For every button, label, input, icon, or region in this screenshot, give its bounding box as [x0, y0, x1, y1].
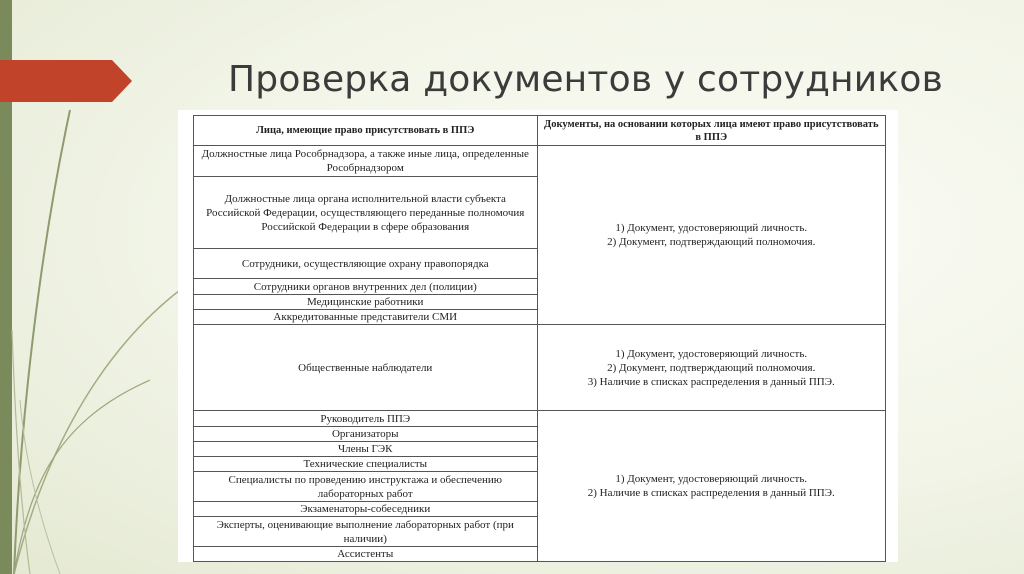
person-cell: Специалисты по проведению инструктажа и обеспечению лабораторных работ: [194, 472, 538, 502]
person-cell: Технические специалисты: [194, 457, 538, 472]
table-row: [194, 146, 886, 177]
person-cell: Медицинские работники: [194, 295, 538, 310]
header-persons: Лица, имеющие право присутствовать в ППЭ: [194, 116, 538, 146]
person-cell: Члены ГЭК: [194, 442, 538, 457]
person-cell: Эксперты, оценивающие выполнение лабораторных работ (при наличии): [194, 517, 538, 547]
document-scan: [178, 110, 898, 562]
document-item: 2) Документ, подтверждающий полномочия.: [607, 236, 816, 248]
person-cell: Сотрудники органов внутренних дел (полиции): [194, 279, 538, 295]
document-item: 1) Документ, удостоверяющий личность.: [615, 222, 808, 234]
documents-cell-group2: [537, 325, 886, 411]
documents-cell-group1: [537, 146, 886, 325]
person-cell: Руководитель ППЭ: [194, 411, 538, 427]
person-cell: Ассистенты: [194, 547, 538, 562]
document-item: 3) Наличие в списках распределения в данный ППЭ.: [587, 375, 835, 388]
title-arrow-marker: [0, 60, 132, 102]
person-cell: Общественные наблюдатели: [194, 325, 538, 411]
slide-title: Проверка документов у сотрудников: [228, 59, 943, 100]
person-cell: Должностные лица органа исполнительной власти субъекта Российской Федерации, осуществляющего переданные полномочия Российской Федерации в сфере образования: [194, 177, 538, 249]
person-cell: Аккредитованные представители СМИ: [194, 310, 538, 325]
document-item: 1) Документ, удостоверяющий личность.: [615, 347, 808, 360]
table-row: [194, 325, 886, 411]
table-row: [194, 411, 886, 427]
table-header-row: [194, 116, 886, 146]
document-item: 2) Документ, подтверждающий полномочия.: [607, 361, 816, 374]
header-documents: Документы, на основании которых лица имеют право присутствовать в ППЭ: [537, 116, 886, 146]
person-cell: Организаторы: [194, 427, 538, 442]
person-cell: Сотрудники, осуществляющие охрану правопорядка: [194, 249, 538, 279]
document-item: 2) Наличие в списках распределения в данный ППЭ.: [587, 487, 835, 499]
person-cell: Экзаменаторы-собеседники: [194, 502, 538, 517]
document-item: 1) Документ, удостоверяющий личность.: [615, 473, 808, 485]
access-documents-table: [193, 115, 886, 562]
documents-cell-group3: [537, 411, 886, 562]
person-cell: Должностные лица Рособрнадзора, а также иные лица, определенные Рособрнадзором: [194, 146, 538, 177]
